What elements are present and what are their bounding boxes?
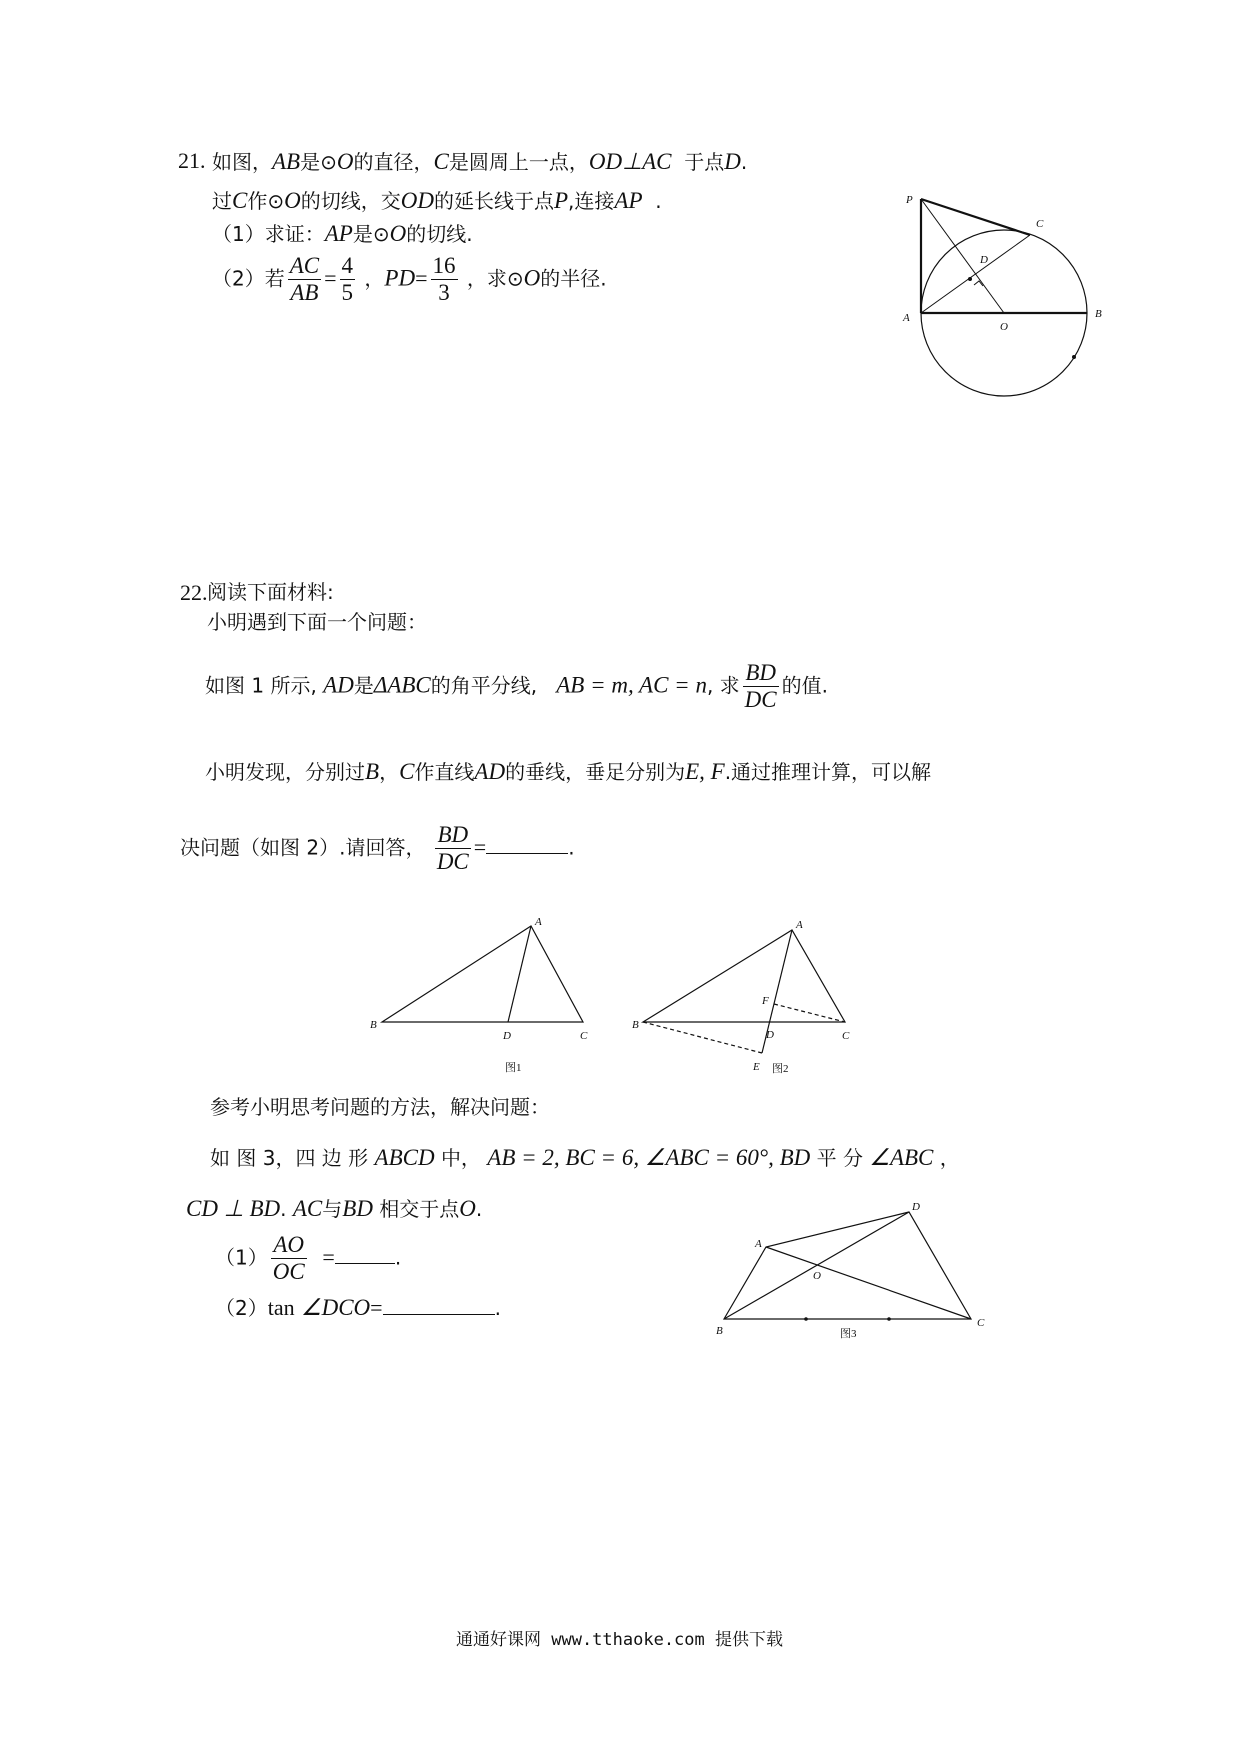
label-d: D: [980, 254, 988, 266]
label-d: D: [766, 1029, 774, 1041]
denominator: 3: [438, 280, 450, 306]
math: OD⊥AC: [588, 149, 672, 174]
label-d: D: [503, 1030, 511, 1042]
denominator: 5: [341, 280, 354, 306]
math: AC: [292, 1196, 323, 1221]
q22-ref: 参考小明思考问题的方法，解决问题：: [210, 1095, 550, 1119]
math: O: [284, 188, 301, 213]
denominator: OC: [272, 1259, 305, 1285]
text: 是⊙: [300, 150, 337, 174]
text: 的角平分线,: [430, 673, 538, 698]
q21-figure: [902, 194, 1102, 396]
math: AD: [323, 672, 354, 698]
math: ∠ABC: [869, 1145, 934, 1170]
diagonal-ac: [766, 1247, 971, 1319]
q22-intro: 阅读下面材料:: [207, 580, 334, 604]
q22-line2: 小明遇到下面一个问题：: [207, 610, 427, 634]
label-o: O: [813, 1270, 821, 1282]
numerator: AC: [288, 253, 321, 280]
text: , 求: [706, 673, 740, 698]
text: .: [655, 189, 662, 213]
figure-3: [716, 1201, 985, 1340]
math: O: [523, 265, 541, 291]
label-a: A: [903, 312, 910, 324]
text: 的切线，交: [300, 189, 401, 213]
figure-2: [632, 919, 850, 1075]
text: （2）: [215, 1296, 268, 1320]
numerator: BD: [743, 660, 779, 687]
line-po: [921, 199, 1004, 313]
text: .通过推理计算，可以解: [724, 760, 932, 784]
chord-ac: [921, 235, 1030, 313]
math: E, F: [685, 759, 725, 784]
math: AP: [614, 188, 643, 213]
label-b: B: [716, 1325, 723, 1337]
label-o: O: [1000, 321, 1008, 333]
caption: 图3: [840, 1328, 857, 1340]
bisector-ad: [508, 926, 531, 1022]
text: 如 图 3，四 边 形: [210, 1146, 369, 1170]
math: D: [724, 149, 741, 174]
math: O: [336, 149, 354, 174]
text: ，求⊙: [466, 266, 524, 291]
label-a: A: [796, 919, 803, 931]
text: ,连接: [568, 189, 615, 213]
triangle-abc: [643, 930, 845, 1022]
text: =: [473, 834, 487, 860]
text: 作直线: [414, 760, 475, 784]
text: .: [740, 150, 748, 174]
footer: 通通好课网 www.tthaoke.com 提供下载: [456, 1630, 783, 1650]
text: 如图，: [212, 150, 272, 174]
text: 的值.: [781, 673, 828, 698]
denominator: AB: [290, 280, 319, 306]
diagonal-bd: [724, 1212, 909, 1319]
numerator: BD: [435, 822, 471, 849]
math: C: [433, 149, 449, 174]
math: AB = 2, BC = 6, ∠ABC = 60°, BD: [487, 1145, 811, 1170]
text: 的垂线，垂足分别为: [505, 760, 686, 784]
math: O: [459, 1196, 476, 1221]
text: 的切线.: [406, 222, 473, 246]
label-c: C: [580, 1030, 588, 1042]
text: （2）若: [212, 266, 285, 291]
math: AD: [474, 759, 506, 784]
math: C: [232, 188, 248, 213]
numerator: AO: [271, 1232, 307, 1259]
label-f: F: [762, 995, 769, 1007]
quadrilateral-abcd: [724, 1212, 971, 1319]
text: 是圆周上一点，: [448, 150, 589, 174]
math: ∠DCO: [300, 1295, 371, 1320]
text: .: [568, 835, 575, 860]
math: ABCD: [374, 1145, 435, 1170]
label-b: B: [370, 1019, 377, 1031]
denominator: DC: [436, 849, 469, 875]
text: ，: [364, 266, 385, 291]
text: 是⊙: [352, 222, 390, 246]
text: 是: [353, 673, 374, 698]
text: .: [475, 1197, 483, 1221]
text: 的直径，: [353, 150, 434, 174]
math: PD: [384, 265, 416, 291]
text: 的半径.: [540, 266, 607, 291]
math: OD: [400, 188, 434, 213]
text: ，: [379, 760, 400, 784]
text: 过: [212, 189, 232, 213]
math: ΔABC: [373, 672, 431, 698]
text: .: [494, 1296, 501, 1320]
triangle-abc: [382, 926, 583, 1022]
math: O: [389, 221, 407, 246]
q21-number: 21.: [178, 148, 206, 173]
text: =: [322, 1244, 335, 1270]
text: 作⊙: [247, 189, 285, 213]
text: .: [280, 1197, 293, 1221]
perpendicular-be: [643, 1022, 762, 1053]
caption: 图2: [772, 1063, 789, 1075]
text: 与: [322, 1197, 343, 1221]
label-b: B: [632, 1019, 639, 1031]
math: AB: [272, 149, 301, 174]
text: 于点: [684, 150, 725, 174]
math: B: [365, 759, 380, 784]
numerator: 4: [340, 253, 356, 280]
label-a: A: [535, 916, 542, 928]
numerator: 16: [431, 253, 458, 280]
label-c: C: [977, 1317, 985, 1329]
label-c: C: [1036, 218, 1044, 230]
denominator: DC: [744, 687, 777, 713]
text: =: [324, 265, 337, 291]
q22-number: 22.: [180, 580, 208, 605]
math: CD ⊥ BD: [186, 1196, 281, 1221]
math: BD: [342, 1196, 373, 1221]
math: C: [399, 759, 415, 784]
text: 如图 1 所示,: [205, 673, 317, 698]
math: AP: [324, 221, 353, 246]
figure-1: [370, 916, 588, 1074]
caption: 图1: [505, 1062, 522, 1074]
text: 的延长线于点: [433, 189, 554, 213]
text: 平 分: [816, 1146, 863, 1170]
text: （1）求证：: [212, 222, 325, 246]
text: 小明发现，分别过: [205, 760, 365, 784]
math: AB = m, AC = n: [556, 672, 707, 698]
text: 中，: [440, 1146, 481, 1170]
text: tan: [267, 1295, 295, 1320]
text: ，: [939, 1146, 960, 1170]
perpendicular-cf: [774, 1004, 845, 1022]
label-a: A: [755, 1238, 762, 1250]
math: P: [553, 188, 569, 213]
label-d: D: [912, 1201, 920, 1213]
text: 决问题（如图 2）.请回答，: [180, 835, 426, 860]
label-c: C: [842, 1030, 850, 1042]
label-p: P: [906, 194, 913, 206]
text: =: [370, 1295, 383, 1320]
q21-part2: （2）若 $\frac{AC}{AB}$ = $\frac{4}{5}$ ，PD= $\frac{16}{3}$ ，求⊙O的半径.: [212, 253, 607, 306]
text: 相交于点: [372, 1197, 460, 1221]
label-b: B: [1095, 308, 1102, 320]
text: （1）: [215, 1245, 268, 1270]
tangent-pc: [921, 199, 1030, 235]
text: .: [394, 1245, 402, 1270]
label-e: E: [753, 1061, 760, 1073]
